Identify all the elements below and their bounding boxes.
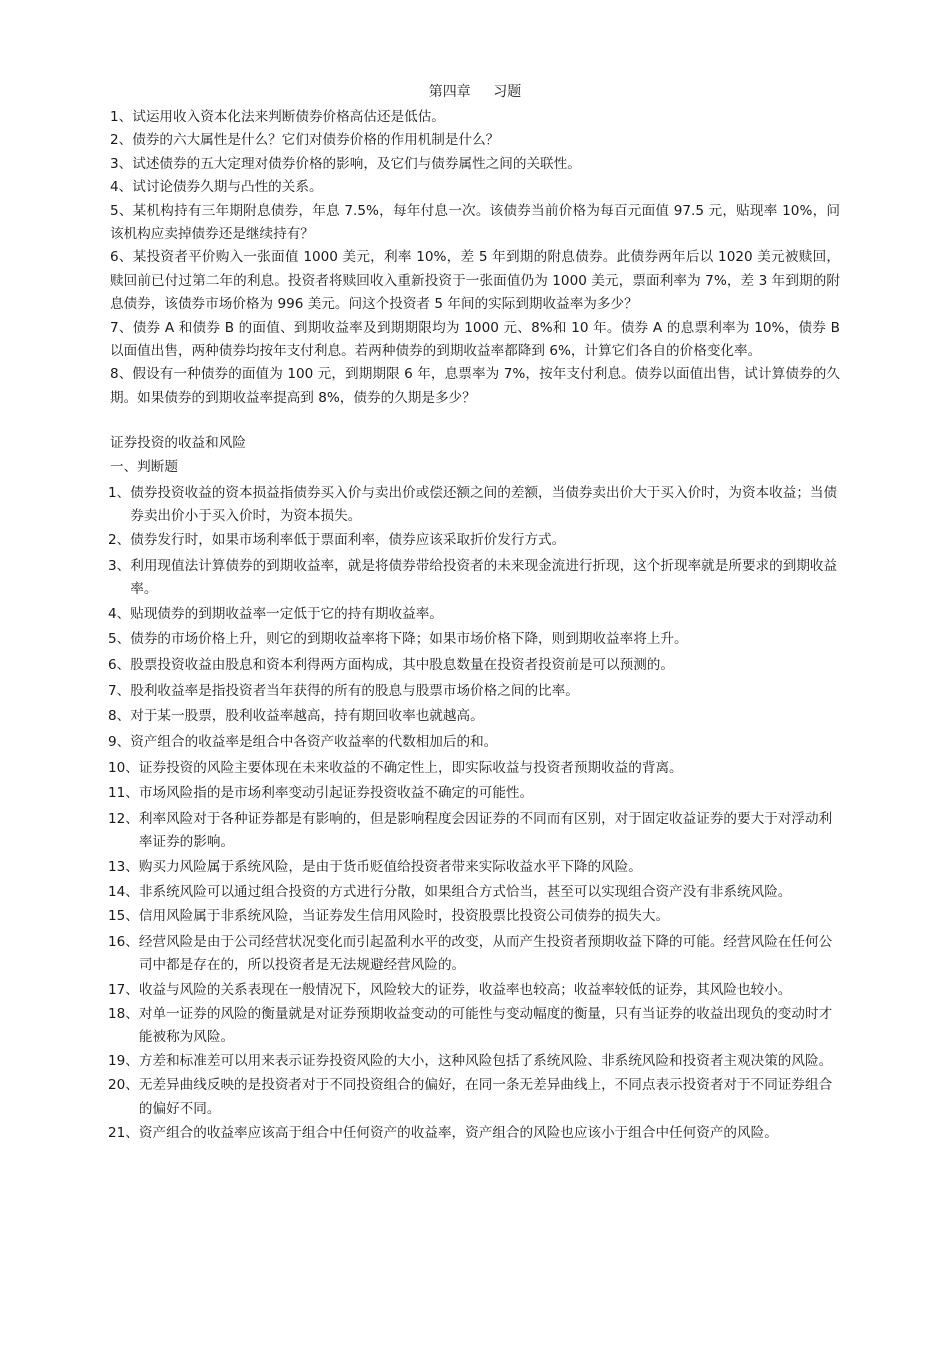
judgment-number: 11、 xyxy=(108,785,139,802)
judgment-text: 对于某一股票，股利收益率越高，持有期回收率也就越高。 xyxy=(130,708,484,725)
judgment-number: 19、 xyxy=(108,1053,139,1070)
judgment-text: 市场风险指的是市场利率变动引起证券投资收益不确定的可能性。 xyxy=(138,785,534,802)
judgment-text: 股票投资收益由股息和资本利得两方面构成，其中股息数量在投资者投资前是可以预测的。 xyxy=(130,656,674,673)
judgment-number: 7、 xyxy=(108,682,131,699)
judgment-number: 9、 xyxy=(108,734,131,751)
judgment-number: 4、 xyxy=(108,605,131,622)
judgment-number: 15、 xyxy=(108,908,139,925)
exercise-item: 5、某机构持有三年期附息债券，年息 7.5%，每年付息一次。该债券当前价格为每百元面值 97.5 元，贴现率 10%，问该机构应卖掉债券还是继续持有？ xyxy=(110,202,840,243)
exercise-item: 7、债券 A 和债券 B 的面值、到期收益率及到期期限均为 1000 元、8%和 10 年。债券 A 的息票利率为 10%，债券 B 以面值出售，两种债券均按年支付利息。若两种债券的到期收益率都降到 6%，计算它们各自的价格变化率。 xyxy=(110,319,840,360)
judgment-text: 利率风险对于各种证券都是有影响的，但是影响程度会因证券的不同而有区别，对于固定收益证券的要大于对浮动利率证券的影响。 xyxy=(138,811,833,851)
judgment-number: 18、 xyxy=(108,1005,139,1022)
judgment-text: 债券发行时，如果市场利率低于票面利率，债券应该采取折价发行方式。 xyxy=(130,532,566,549)
judgment-number: 3、 xyxy=(108,558,131,575)
judgment-text: 购买力风险属于系统风险，是由于货币贬值给投资者带来实际收益水平下降的风险。 xyxy=(138,858,642,875)
judgment-item xyxy=(108,731,840,754)
judgment-number: 5、 xyxy=(108,631,131,648)
judgment-number: 13、 xyxy=(108,858,139,875)
exercise-item: 6、某投资者平价购入一张面值 1000 美元，利率 10%，差 5 年到期的附息债券。此债券两年后以 1020 美元被赎回，赎回前已付过第二年的利息。投资者将赎回收入重新投资于一张面值仍为 1000 美元，票面利率为 7%，差 3 年到期的附息债券，该债券市场价格为 996 美元。问这个投资者 5 年间的实际到期收益率为多少？ xyxy=(110,249,840,313)
judgment-item xyxy=(108,529,840,552)
judgment-text: 股利收益率是指投资者当年获得的所有的股息与股票市场价格之间的比率。 xyxy=(130,682,579,699)
judgment-item xyxy=(108,628,840,651)
judgment-item xyxy=(108,757,840,780)
judgment-item xyxy=(108,654,840,677)
judgment-text: 信用风险属于非系统风险，当证券发生信用风险时，投资股票比投资公司债券的损失大。 xyxy=(138,908,670,925)
judgment-text: 债券的市场价格上升，则它的到期收益率将下降；如果市场价格下降，则到期收益率将上升。 xyxy=(130,631,688,648)
judgment-item xyxy=(108,979,840,1002)
judgment-text: 无差异曲线反映的是投资者对于不同投资组合的偏好，在同一条无差异曲线上，不同点表示投资者对于不同证券组合的偏好不同。 xyxy=(138,1077,833,1117)
judgment-item xyxy=(108,856,840,879)
judgment-text: 非系统风险可以通过组合投资的方式进行分散，如果组合方式恰当，甚至可以实现组合资产没有非系统风险。 xyxy=(138,884,792,901)
subsection-title: 一、判断题 xyxy=(110,459,178,475)
exercise-list xyxy=(110,106,840,410)
judgment-item xyxy=(108,808,840,854)
judgment-text: 方差和标准差可以用来表示证券投资风险的大小，这种风险包括了系统风险、非系统风险和投资者主观决策的风险。 xyxy=(138,1053,833,1070)
judgment-item xyxy=(108,705,840,728)
judgment-number: 10、 xyxy=(108,759,139,776)
judgment-item xyxy=(108,1050,840,1073)
judgment-list xyxy=(108,482,840,1145)
judgment-text: 收益与风险的关系表现在一般情况下，风险较大的证券，收益率也较高；收益率较低的证券，其风险也较小。 xyxy=(138,981,792,998)
exercise-item: 8、假设有一种债券的面值为 100 元，到期期限 6 年，息票率为 7%，按年支付利息。债券以面值出售，试计算债券的久期。如果债券的到期收益率提高到 8%，债券的久期是多少？ xyxy=(110,366,840,406)
judgment-item xyxy=(108,1003,840,1049)
judgment-item xyxy=(108,1122,840,1145)
judgment-item xyxy=(108,905,840,928)
exercise-item: 2、债券的六大属性是什么？它们对债券价格的作用机制是什么？ xyxy=(110,132,500,149)
judgment-text: 债券投资收益的资本损益指债券买入价与卖出价或偿还额之间的差额，当债券卖出价大于买入价时，为资本收益；当债券卖出价小于买入价时，为资本损失。 xyxy=(130,485,838,525)
judgment-number: 14、 xyxy=(108,884,139,901)
judgment-number: 12、 xyxy=(108,811,139,828)
judgment-item xyxy=(108,603,840,626)
judgment-number: 6、 xyxy=(108,656,131,673)
chapter-title: 第四章 习题 xyxy=(428,84,522,100)
judgment-item xyxy=(108,680,840,703)
judgment-text: 利用现值法计算债券的到期收益率，就是将债券带给投资者的未来现金流进行折现，这个折现率就是所要求的到期收益率。 xyxy=(130,558,838,598)
judgment-item xyxy=(108,782,840,805)
judgment-text: 资产组合的收益率是组合中各资产收益率的代数相加后的和。 xyxy=(130,734,498,751)
exercise-item: 1、试运用收入资本化法来判断债券价格高估还是低估。 xyxy=(110,109,445,125)
judgment-number: 17、 xyxy=(108,981,139,998)
judgment-text: 贴现债券的到期收益率一定低于它的持有期收益率。 xyxy=(130,605,443,622)
judgment-item xyxy=(108,1074,840,1120)
judgment-item xyxy=(108,881,840,904)
judgment-number: 20、 xyxy=(108,1077,139,1094)
judgment-text: 经营风险是由于公司经营状况变化而引起盈利水平的改变，从而产生投资者预期收益下降的可能。经营风险在任何公司中都是存在的，所以投资者是无法规避经营风险的。 xyxy=(138,934,833,974)
judgment-number: 8、 xyxy=(108,708,131,725)
judgment-text: 证券投资的风险主要体现在未来收益的不确定性上，即实际收益与投资者预期收益的背离。 xyxy=(138,759,683,776)
judgment-number: 21、 xyxy=(108,1124,139,1141)
judgment-number: 1、 xyxy=(108,485,131,501)
section-title: 证券投资的收益和风险 xyxy=(110,435,246,451)
judgment-number: 16、 xyxy=(108,934,139,951)
judgment-item xyxy=(108,931,840,977)
judgment-number: 2、 xyxy=(108,532,131,549)
exercise-item: 4、试讨论债券久期与凸性的关系。 xyxy=(110,179,323,196)
judgment-text: 对单一证券的风险的衡量就是对证券预期收益变动的可能性与变动幅度的衡量，只有当证券的收益出现负的变动时才能被称为风险。 xyxy=(138,1005,833,1045)
exercise-item: 3、试述债券的五大定理对债券价格的影响，及它们与债券属性之间的关联性。 xyxy=(110,155,581,172)
judgment-item xyxy=(108,482,840,528)
judgment-item xyxy=(108,555,840,601)
judgment-text: 资产组合的收益率应该高于组合中任何资产的收益率，资产组合的风险也应该小于组合中任何资产的风险。 xyxy=(138,1124,778,1141)
